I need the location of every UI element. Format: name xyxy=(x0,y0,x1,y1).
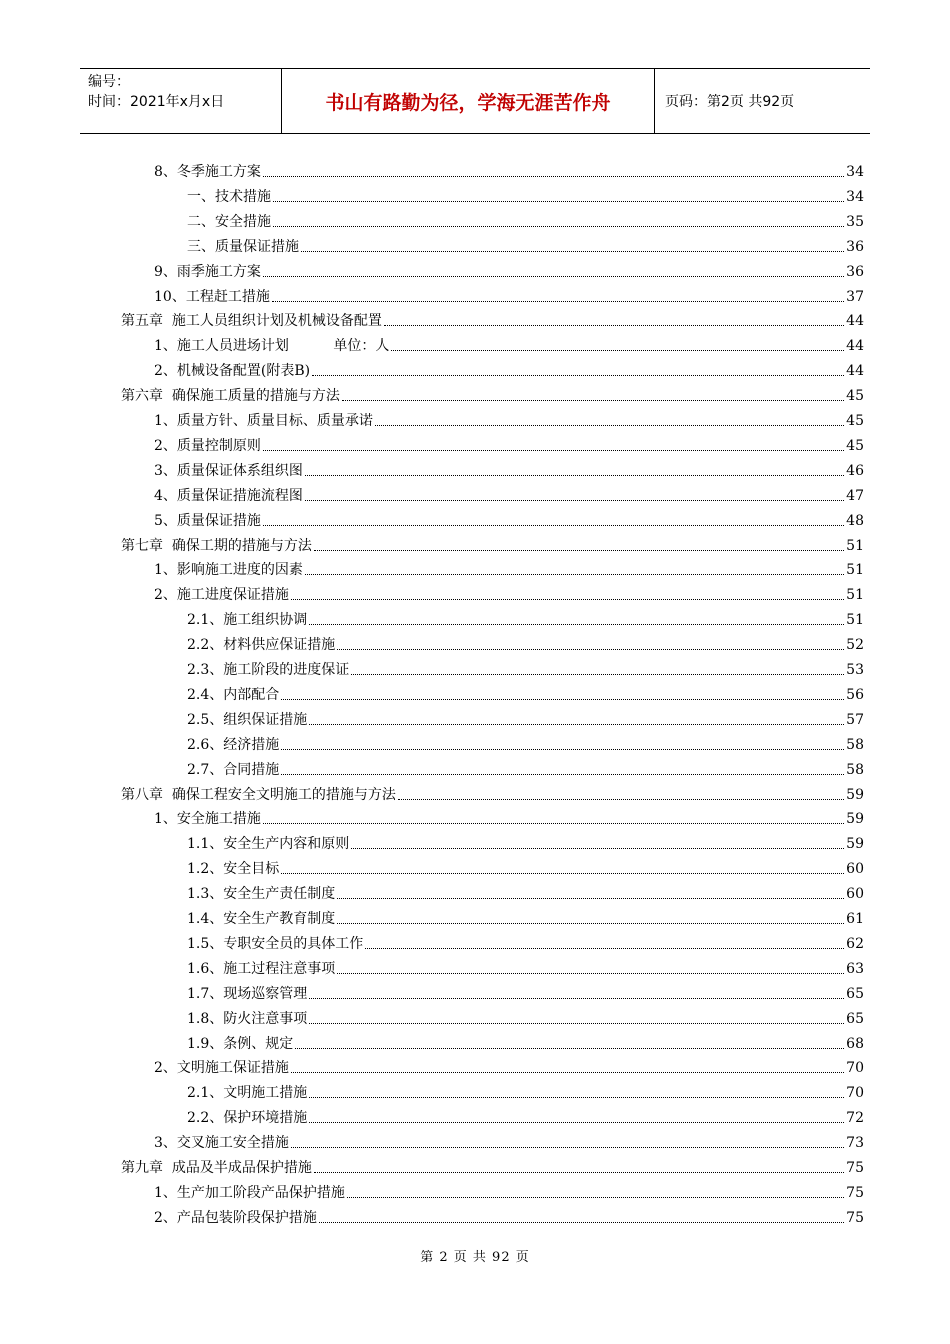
toc-entry-title: 9、雨季施工方案 xyxy=(154,263,261,280)
toc-entry[interactable] xyxy=(154,506,864,530)
toc-entry[interactable] xyxy=(154,1178,864,1202)
toc-entry-page: 65 xyxy=(846,985,864,1002)
toc-dot-leader xyxy=(314,549,844,551)
toc-dot-leader xyxy=(337,922,844,924)
toc-entry-page: 51 xyxy=(846,562,864,579)
toc-dot-leader xyxy=(337,897,844,899)
toc-dot-leader xyxy=(309,623,844,625)
toc-entry[interactable] xyxy=(154,481,864,505)
toc-entry-page: 44 xyxy=(846,313,864,330)
toc-entry-page: 65 xyxy=(846,1010,864,1027)
toc-entry-page: 70 xyxy=(846,1085,864,1102)
toc-entry-page: 72 xyxy=(846,1110,864,1127)
toc-entry[interactable] xyxy=(187,630,864,654)
toc-entry-title: 第八章 确保工程安全文明施工的措施与方法 xyxy=(121,786,396,803)
toc-entry-title: 1、影响施工进度的因素 xyxy=(154,562,303,579)
toc-entry-page: 51 xyxy=(846,537,864,554)
toc-entry-title: 5、质量保证措施 xyxy=(154,512,261,529)
toc-entry-title: 1、生产加工阶段产品保护措施 xyxy=(154,1184,345,1201)
toc-entry-page: 53 xyxy=(846,662,864,678)
toc-entry-page: 75 xyxy=(846,1160,864,1176)
toc-entry-title: 第六章 确保施工质量的措施与方法 xyxy=(121,388,340,405)
toc-entry[interactable] xyxy=(187,755,864,779)
toc-entry-page: 45 xyxy=(846,388,864,405)
toc-entry-page: 62 xyxy=(846,935,864,952)
toc-entry[interactable] xyxy=(121,1153,864,1177)
toc-entry[interactable] xyxy=(154,257,864,281)
toc-entry-page: 45 xyxy=(846,437,864,454)
toc-entry-title: 3、质量保证体系组织图 xyxy=(154,462,303,479)
toc-entry[interactable] xyxy=(187,605,864,629)
toc-entry-title: 2.1、施工组织协调 xyxy=(187,612,308,629)
toc-entry-page: 34 xyxy=(846,188,864,205)
toc-entry-title: 1、安全施工措施 xyxy=(154,811,261,828)
toc-entry-title: 2.4、内部配合 xyxy=(187,686,280,703)
toc-entry-page: 60 xyxy=(846,861,864,878)
toc-dot-leader xyxy=(273,200,844,202)
toc-entry[interactable] xyxy=(154,555,864,579)
toc-entry-title: 2、质量控制原则 xyxy=(154,437,261,454)
toc-entry-title: 2、文明施工保证措施 xyxy=(154,1060,289,1077)
toc-dot-leader xyxy=(351,673,844,675)
toc-entry[interactable] xyxy=(121,780,864,804)
toc-dot-leader xyxy=(398,798,844,800)
toc-entry-page: 37 xyxy=(846,288,864,305)
toc-entry-page: 61 xyxy=(846,911,864,927)
toc-dot-leader xyxy=(319,1221,844,1223)
page-footer: 第 2 页 共 92 页 xyxy=(420,1250,530,1265)
toc-entry[interactable] xyxy=(154,456,864,480)
toc-dot-leader xyxy=(309,1121,844,1123)
header-page-info: 页码：第2页 共92页 xyxy=(665,94,795,110)
toc-dot-leader xyxy=(295,1047,844,1049)
toc-entry[interactable] xyxy=(154,157,864,181)
toc-entry[interactable] xyxy=(187,680,864,704)
toc-entry-title: 2.5、组织保证措施 xyxy=(187,711,308,728)
toc-entry[interactable] xyxy=(154,356,864,380)
toc-entry-page: 59 xyxy=(846,811,864,828)
toc-entry[interactable] xyxy=(187,979,864,1003)
toc-entry-page: 51 xyxy=(846,587,864,604)
toc-dot-leader xyxy=(391,349,844,351)
toc-dot-leader xyxy=(314,1171,844,1173)
toc-entry-title: 4、质量保证措施流程图 xyxy=(154,487,303,504)
toc-dot-leader xyxy=(301,250,844,252)
toc-entry-title: 第九章 成品及半成品保护措施 xyxy=(121,1160,312,1176)
toc-entry-page: 70 xyxy=(846,1060,864,1077)
toc-dot-leader xyxy=(273,225,844,227)
toc-entry-title: 2.1、文明施工措施 xyxy=(187,1085,308,1102)
toc-entry-page: 35 xyxy=(846,213,864,230)
toc-entry-title: 二、安全措施 xyxy=(187,213,271,230)
toc-entry-page: 58 xyxy=(846,736,864,753)
document-date-label: 时间：2021年x月x日 xyxy=(88,94,225,110)
toc-entry-title: 2.2、材料供应保证措施 xyxy=(187,637,336,654)
toc-dot-leader xyxy=(291,1146,844,1148)
toc-entry-title: 三、质量保证措施 xyxy=(187,238,299,255)
header-motto: 书山有路勤为径，学海无涯苦作舟 xyxy=(282,69,655,133)
toc-entry-page: 68 xyxy=(846,1035,864,1052)
toc-entry-title: 2、施工进度保证措施 xyxy=(154,587,289,604)
toc-entry-page: 52 xyxy=(846,637,864,654)
toc-entry-title: 2、产品包装阶段保护措施 xyxy=(154,1209,317,1226)
toc-entry-page: 45 xyxy=(846,413,864,429)
toc-dot-leader xyxy=(272,300,844,302)
toc-entry-title: 2.6、经济措施 xyxy=(187,736,280,753)
header-meta xyxy=(80,69,282,133)
toc-entry-page: 34 xyxy=(846,164,864,180)
toc-dot-leader xyxy=(281,872,844,874)
toc-entry-page: 75 xyxy=(846,1209,864,1226)
toc-entry-page: 44 xyxy=(846,338,864,355)
toc-dot-leader xyxy=(305,499,844,501)
toc-entry[interactable] xyxy=(121,381,864,405)
document-number-label: 编号： xyxy=(88,74,130,90)
toc-entry-page: 44 xyxy=(846,363,864,380)
toc-dot-leader xyxy=(263,524,844,526)
toc-entry[interactable] xyxy=(187,954,864,978)
toc-entry-page: 36 xyxy=(846,263,864,280)
toc-entry-page: 46 xyxy=(846,462,864,479)
toc-entry-page: 58 xyxy=(846,761,864,778)
toc-dot-leader xyxy=(291,598,844,600)
toc-entry-title: 1.7、现场巡察管理 xyxy=(187,985,308,1002)
toc-dot-leader xyxy=(309,997,844,999)
toc-entry-title: 一、技术措施 xyxy=(187,188,271,205)
toc-entry[interactable] xyxy=(187,655,864,679)
toc-entry-page: 51 xyxy=(846,612,864,629)
toc-entry-title: 8、冬季施工方案 xyxy=(154,164,261,180)
toc-entry[interactable] xyxy=(187,1103,864,1127)
toc-entry[interactable] xyxy=(187,829,864,853)
toc-entry-title: 1.5、专职安全员的具体工作 xyxy=(187,935,364,952)
toc-entry[interactable] xyxy=(121,306,864,330)
toc-entry[interactable] xyxy=(187,904,864,928)
toc-dot-leader xyxy=(263,449,844,451)
toc-entry[interactable] xyxy=(187,182,864,206)
toc-entry[interactable] xyxy=(121,531,864,555)
toc-entry[interactable] xyxy=(154,282,864,306)
toc-entry-page: 63 xyxy=(846,960,864,977)
toc-entry[interactable] xyxy=(154,331,864,355)
toc-entry-title: 2.3、施工阶段的进度保证 xyxy=(187,662,350,678)
toc-entry-page: 56 xyxy=(846,686,864,703)
toc-dot-leader xyxy=(337,648,844,650)
toc-entry[interactable] xyxy=(187,730,864,754)
toc-entry[interactable] xyxy=(154,1203,864,1227)
toc-dot-leader xyxy=(305,573,844,575)
toc-dot-leader xyxy=(312,374,844,376)
toc-entry-page: 59 xyxy=(846,836,864,853)
toc-entry[interactable] xyxy=(187,705,864,729)
toc-dot-leader xyxy=(375,424,844,426)
toc-entry[interactable] xyxy=(187,1029,864,1053)
toc-entry-page: 57 xyxy=(846,711,864,728)
toc-entry[interactable] xyxy=(154,406,864,430)
toc-dot-leader xyxy=(309,1022,844,1024)
toc-dot-leader xyxy=(281,698,844,700)
toc-dot-leader xyxy=(281,773,844,775)
toc-entry[interactable] xyxy=(154,580,864,604)
toc-dot-leader xyxy=(342,399,844,401)
document-header xyxy=(80,68,870,134)
toc-entry[interactable] xyxy=(187,879,864,903)
toc-dot-leader xyxy=(384,324,844,326)
toc-dot-leader xyxy=(365,947,844,949)
toc-entry[interactable] xyxy=(187,929,864,953)
toc-entry-title: 1.1、安全生产内容和原则 xyxy=(187,836,350,853)
toc-entry-title: 1.4、安全生产教育制度 xyxy=(187,911,336,927)
toc-dot-leader xyxy=(281,748,844,750)
toc-dot-leader xyxy=(337,972,844,974)
toc-entry-title: 1.3、安全生产责任制度 xyxy=(187,886,336,903)
toc-dot-leader xyxy=(291,1071,844,1073)
toc-entry[interactable] xyxy=(187,1078,864,1102)
toc-entry-page: 73 xyxy=(846,1135,864,1152)
toc-entry-title: 1.2、安全目标 xyxy=(187,861,280,878)
toc-entry-page: 47 xyxy=(846,487,864,504)
toc-entry-title: 1、质量方针、质量目标、质量承诺 xyxy=(154,413,373,429)
toc-entry-title: 3、交叉施工安全措施 xyxy=(154,1135,289,1152)
toc-entry[interactable] xyxy=(154,804,864,828)
toc-entry-page: 60 xyxy=(846,886,864,903)
toc-entry[interactable] xyxy=(187,207,864,231)
toc-dot-leader xyxy=(347,1196,844,1198)
toc-entry-title: 1.6、施工过程注意事项 xyxy=(187,960,336,977)
toc-entry[interactable] xyxy=(187,232,864,256)
toc-entry-title: 2.2、保护环境措施 xyxy=(187,1110,308,1127)
toc-entry-page: 75 xyxy=(846,1184,864,1201)
toc-entry-title: 1.9、条例、规定 xyxy=(187,1035,294,1052)
toc-dot-leader xyxy=(263,822,844,824)
toc-entry-title: 第七章 确保工期的措施与方法 xyxy=(121,537,312,554)
toc-dot-leader xyxy=(263,275,844,277)
toc-dot-leader xyxy=(309,723,844,725)
toc-dot-leader xyxy=(351,847,844,849)
toc-entry-title: 10、工程赶工措施 xyxy=(154,288,270,305)
toc-entry[interactable] xyxy=(154,1128,864,1152)
toc-entry-title: 2.7、合同措施 xyxy=(187,761,280,778)
toc-entry-page: 48 xyxy=(846,512,864,529)
toc-entry[interactable] xyxy=(187,854,864,878)
toc-dot-leader xyxy=(263,175,844,177)
toc-entry-page: 59 xyxy=(846,786,864,803)
toc-dot-leader xyxy=(309,1096,844,1098)
toc-entry-title: 1.8、防火注意事项 xyxy=(187,1010,308,1027)
toc-dot-leader xyxy=(305,474,844,476)
toc-entry-title: 第五章 施工人员组织计划及机械设备配置 xyxy=(121,313,382,330)
toc-entry[interactable] xyxy=(187,1004,864,1028)
toc-entry[interactable] xyxy=(154,431,864,455)
toc-entry-title: 2、机械设备配置(附表B) xyxy=(154,363,311,380)
toc-entry-title: 1、施工人员进场计划 单位：人 xyxy=(154,338,390,355)
toc-entry-page: 36 xyxy=(846,238,864,255)
toc-entry[interactable] xyxy=(154,1053,864,1077)
